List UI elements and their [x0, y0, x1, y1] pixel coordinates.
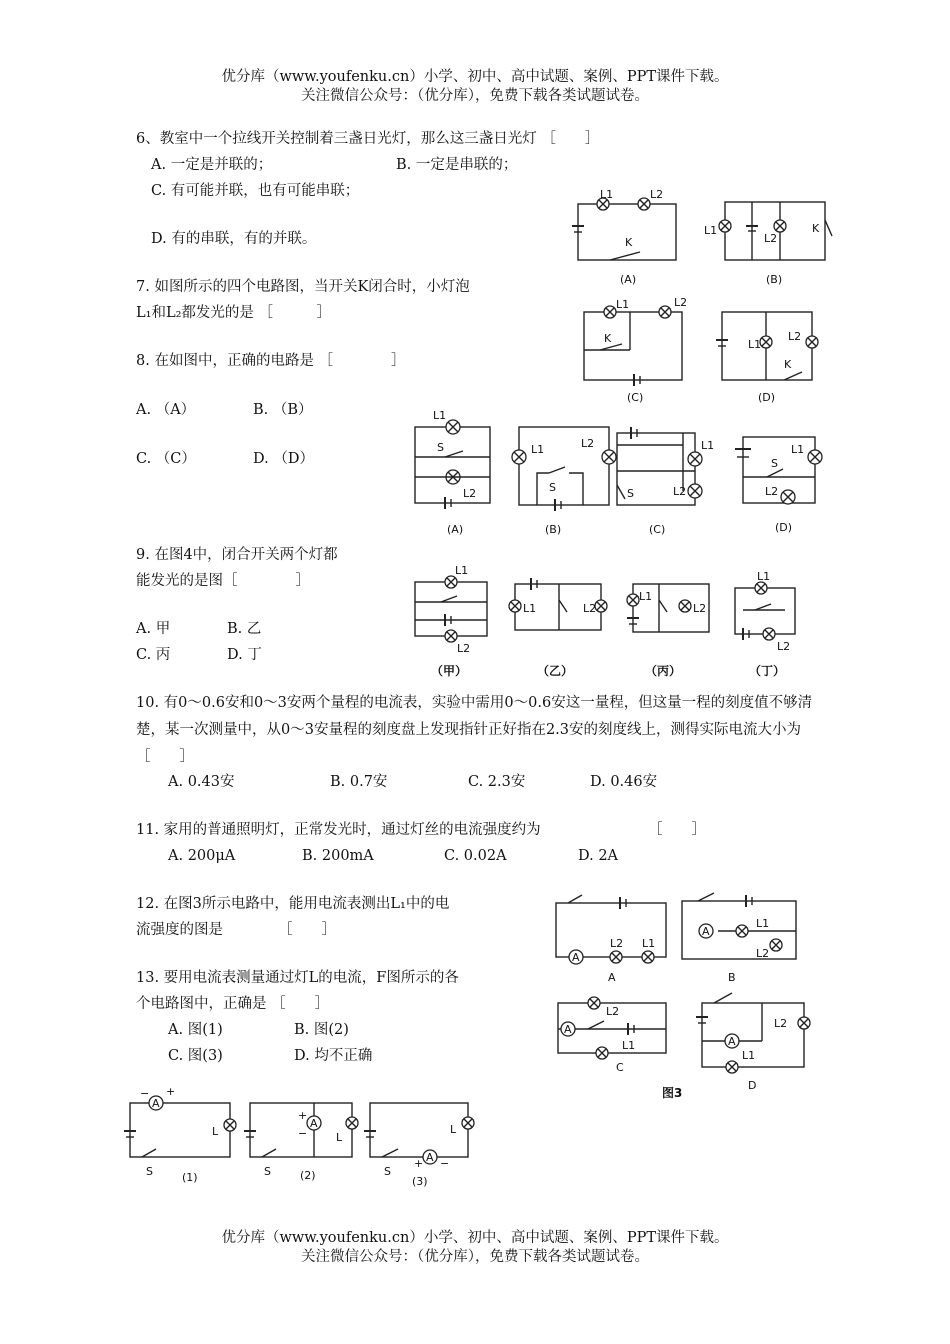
label-l-3: L	[450, 1123, 457, 1136]
q8-option-d: D. （D）	[253, 451, 314, 467]
caption-1: (1)	[182, 1171, 198, 1184]
q10-option-b: B. 0.7安	[330, 774, 388, 790]
label-l-2: L	[336, 1131, 343, 1144]
label-l1-b: L1	[531, 443, 545, 456]
q8-circuit-b	[512, 427, 616, 536]
q11-option-c: C. 0.02A	[444, 848, 507, 864]
label-s-2: S	[264, 1165, 271, 1178]
figure-3-title: 图3	[662, 1086, 683, 1100]
q8-option-b: B. （B）	[253, 402, 313, 418]
q7-circuit-figure	[570, 180, 830, 390]
caption-a: A	[608, 971, 616, 984]
label-l1-d: L1	[742, 1049, 756, 1062]
svg-text:+: +	[298, 1109, 308, 1122]
svg-text:A: A	[572, 951, 580, 964]
label-l1-bing: L1	[639, 590, 653, 603]
q9-option-a: A. 甲	[136, 621, 171, 637]
q7-circuit-d	[716, 312, 818, 380]
label-k-b: K	[812, 222, 820, 235]
q7-line-2: L₁和L₂都发光的是 ［ ］	[136, 305, 331, 321]
label-l2-b: L2	[581, 437, 595, 450]
label-l2-c: L2	[606, 1005, 620, 1018]
label-l1: L1	[433, 409, 447, 422]
label-s-b: S	[549, 481, 556, 494]
label-l2-c: L2	[673, 485, 687, 498]
label-l2-d: L2	[774, 1017, 788, 1030]
q7-circuit-c	[584, 296, 687, 386]
caption-ding: （丁）	[749, 664, 786, 678]
label-l2-d: L2	[788, 330, 802, 343]
q13-line-1: 13. 要用电流表测量通过灯L的电流，F图所示的各	[136, 970, 459, 986]
label-l1-d: L1	[748, 338, 762, 351]
svg-text:A: A	[728, 1035, 736, 1048]
label-l1-c: L1	[701, 439, 715, 452]
caption-b: (B)	[545, 523, 562, 536]
q13-option-c: C. 图(3)	[168, 1048, 223, 1064]
q9-circuit-figure	[405, 560, 805, 685]
caption-2: (2)	[300, 1169, 316, 1182]
caption-jia: （甲）	[431, 664, 468, 678]
q10-option-a: A. 0.43安	[168, 774, 235, 790]
q6-stem: 6、教室中一个拉线开关控制着三盏日光灯，那么这三盏日光灯 ［ ］	[136, 131, 600, 147]
q9-circuit-ding	[735, 570, 795, 653]
q12-circuit-b	[682, 893, 796, 984]
label-s-c: S	[627, 487, 634, 500]
q10-stem: 10. 有0～0.6安和0～3安两个量程的电流表，实验中需用0～0.6安这一量程，但这量一程的刻度值不够清楚，某一次测量中，从0～3安量程的刻度盘上发现指针正好指在2.3安的刻度线上，测得实际电流大小为 ［ ］	[136, 695, 813, 765]
q13-option-d: D. 均不正确	[294, 1048, 373, 1064]
caption-3: (3)	[412, 1175, 428, 1188]
label-l1-ding: L1	[757, 570, 771, 583]
svg-text:+: +	[166, 1085, 176, 1098]
caption-c: (C)	[627, 391, 644, 404]
label-l2-d: L2	[765, 485, 779, 498]
q11-bracket: ［ ］	[648, 822, 706, 838]
caption-a: (A)	[447, 523, 464, 536]
label-k: K	[625, 236, 633, 249]
label-l1-a: L1	[642, 937, 656, 950]
label-k-c: K	[604, 332, 612, 345]
label-l2-b: L2	[756, 947, 770, 960]
q13-option-b: B. 图(2)	[294, 1022, 349, 1038]
q12-circuit-d	[696, 993, 810, 1092]
q6-option-b: B. 一定是串联的；	[396, 157, 518, 173]
q13-option-a: A. 图(1)	[168, 1022, 223, 1038]
q8-circuit-figure	[405, 405, 825, 540]
q9-circuit-yi	[509, 578, 607, 630]
q13-circuit-figure	[122, 1085, 492, 1190]
caption-yi: （乙）	[537, 664, 574, 678]
svg-text:A: A	[152, 1097, 160, 1110]
label-s-d: S	[771, 457, 778, 470]
q9-option-c: C. 丙	[136, 647, 171, 663]
q7-line-1: 7. 如图所示的四个电路图，当开关K闭合时，小灯泡	[136, 279, 470, 295]
label-s: S	[437, 441, 444, 454]
label-l2: L2	[463, 487, 477, 500]
label-l2-b: L2	[764, 232, 778, 245]
label-l1-b: L1	[704, 224, 718, 237]
caption-c: C	[616, 1061, 624, 1074]
footer-line-2: 关注微信公众号：（优分库），免费下载各类试题试卷。	[301, 1249, 649, 1265]
q8-circuit-a	[415, 409, 490, 536]
q12-bracket: ［ ］	[278, 922, 336, 938]
q9-circuit-bing	[627, 584, 709, 632]
q6-option-a: A. 一定是并联的；	[151, 157, 273, 173]
header-line-2: 关注微信公众号：（优分库），免费下载各类试题试卷。	[301, 88, 649, 104]
caption-a: (A)	[620, 273, 637, 286]
q6-option-c: C. 有可能并联，也有可能串联；	[151, 183, 360, 199]
label-l1-d: L1	[791, 443, 805, 456]
q11-option-b: B. 200mA	[302, 848, 374, 864]
caption-b: (B)	[766, 273, 783, 286]
label-l2-ding: L2	[777, 640, 791, 653]
q12-circuit-a	[556, 895, 666, 984]
q8-stem: 8. 在如图中，正确的电路是 ［ ］	[136, 353, 406, 369]
footer-line-1: 优分库（www.youfenku.cn）小学、初中、高中试题、案例、PPT课件下载。	[221, 1230, 729, 1246]
q11-option-d: D. 2A	[578, 848, 619, 864]
svg-text:A: A	[426, 1151, 434, 1164]
q9-line-2: 能发光的是图［ ］	[136, 573, 310, 589]
q8-circuit-c	[617, 427, 714, 536]
q8-circuit-d	[735, 437, 822, 534]
label-s-3: S	[384, 1165, 391, 1178]
q13-line-2: 个电路图中，正确是 ［ ］	[136, 996, 330, 1012]
caption-c: (C)	[649, 523, 666, 536]
q13-circuit-3	[364, 1103, 474, 1188]
q7-circuit-b	[704, 202, 832, 286]
label-s-1: S	[146, 1165, 153, 1178]
q13-circuit-1	[124, 1085, 236, 1184]
label-l1-c: L1	[622, 1039, 636, 1052]
q10-option-d: D. 0.46安	[590, 774, 658, 790]
q9-circuit-jia	[415, 564, 487, 655]
q9-option-d: D. 丁	[227, 647, 262, 663]
q13-circuit-2	[244, 1103, 358, 1182]
svg-text:−: −	[440, 1157, 450, 1170]
label-l1-b: L1	[756, 917, 770, 930]
svg-text:−: −	[298, 1127, 308, 1140]
header-line-1: 优分库（www.youfenku.cn）小学、初中、高中试题、案例、PPT课件下载。	[221, 69, 729, 85]
label-l2-c: L2	[674, 296, 688, 309]
q8-option-c: C. （C）	[136, 451, 196, 467]
label-l2-a: L2	[610, 937, 624, 950]
caption-d: (D)	[775, 521, 793, 534]
label-l2-jia: L2	[457, 642, 471, 655]
label-l2-bing: L2	[693, 602, 707, 615]
label-l1-c: L1	[616, 298, 630, 311]
label-l1-yi: L1	[523, 602, 537, 615]
svg-text:−: −	[140, 1087, 150, 1100]
q11-stem: 11. 家用的普通照明灯，正常发光时，通过灯丝的电流强度约为	[136, 822, 541, 838]
q11-option-a: A. 200μA	[168, 848, 236, 864]
q12-circuit-c	[558, 997, 666, 1074]
svg-text:A: A	[564, 1023, 572, 1036]
svg-text:A: A	[702, 925, 710, 938]
q12-line-2: 流强度的图是	[136, 922, 223, 938]
q9-line-1: 9. 在图4中，闭合开关两个灯都	[136, 547, 338, 563]
q9-option-b: B. 乙	[227, 621, 262, 637]
label-l1-jia: L1	[455, 564, 469, 577]
label-l1: L1	[600, 188, 614, 201]
svg-text:A: A	[310, 1117, 318, 1130]
q7-circuit-a	[572, 188, 676, 286]
label-l-1: L	[212, 1125, 219, 1138]
q12-figure-3	[548, 885, 818, 1100]
label-l2: L2	[650, 188, 664, 201]
caption-bing: （丙）	[645, 664, 682, 678]
q12-line-1: 12. 在图3所示电路中，能用电流表测出L₁中的电	[136, 896, 450, 912]
q10-option-c: C. 2.3安	[468, 774, 526, 790]
q6-option-d: D. 有的串联，有的并联。	[151, 231, 317, 247]
caption-b: B	[728, 971, 736, 984]
caption-d: (D)	[758, 391, 776, 404]
label-k-d: K	[784, 358, 792, 371]
q8-option-a: A. （A）	[136, 402, 196, 418]
svg-text:+: +	[414, 1157, 424, 1170]
caption-d: D	[748, 1079, 757, 1092]
label-l2-yi: L2	[583, 602, 597, 615]
